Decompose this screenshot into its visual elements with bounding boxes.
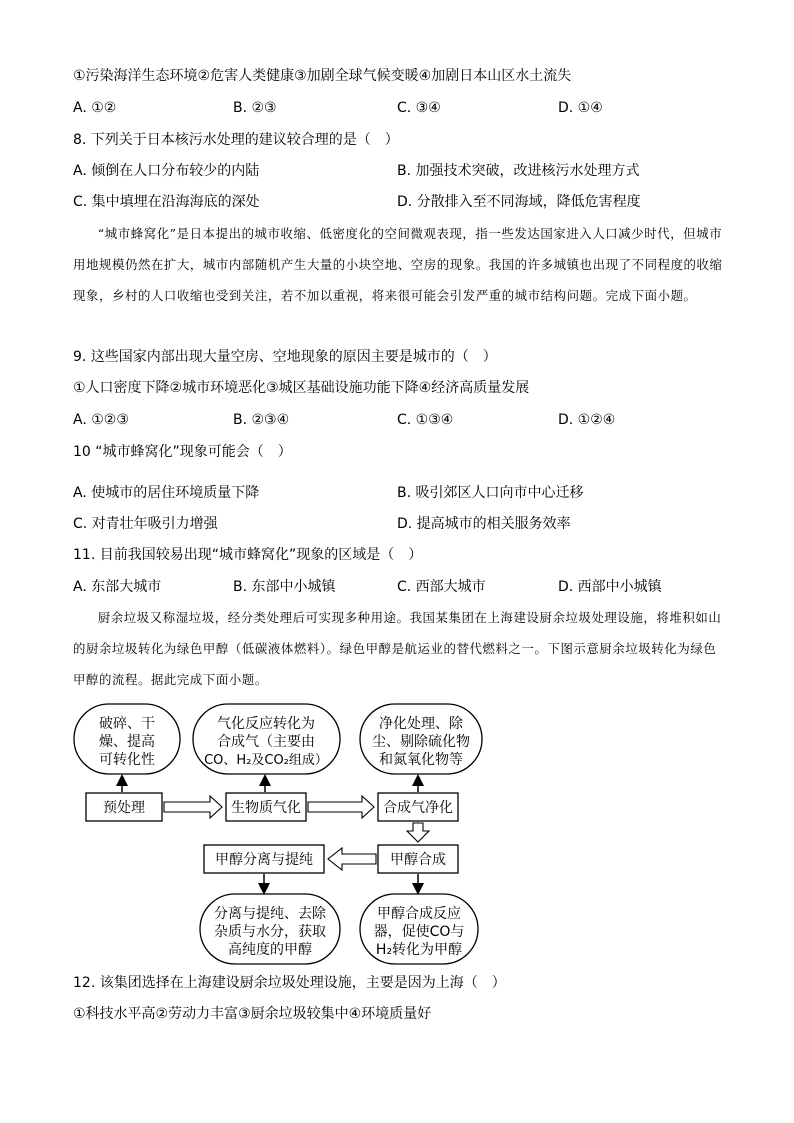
passage-food-waste: 厨余垃圾又称湿垃圾，经分类处理后可实现多种用途。我国某集团在上海建设厨余垃圾处理设施，将堆积如山的厨余垃圾转化为绿色甲醇（低碳液体燃料）。绿色甲醇是航运业的替代燃料之一。下图示意厨余垃圾转化为绿色甲醇的流程。据此完成下面小题。 <box>73 610 722 687</box>
q10-option-c[interactable]: C. 对青壮年吸引力增强 <box>73 516 218 532</box>
q11-option-a[interactable]: A. 东部大城市 <box>73 579 162 595</box>
food-waste-methanol-flow-diagram <box>60 690 530 975</box>
hollow-arrow-down <box>407 823 429 842</box>
q9-option-c[interactable]: C. ①③④ <box>397 412 454 428</box>
svg-text:分离与提纯、去除: 分离与提纯、去除 <box>214 906 326 922</box>
note-synthesis <box>360 894 478 964</box>
q8-option-c[interactable]: C. 集中填埋在沿海海底的深处 <box>73 194 260 210</box>
q8-option-a[interactable]: A. 倾倒在人口分布较少的内陆 <box>73 163 260 179</box>
svg-text:预处理: 预处理 <box>103 800 145 816</box>
note-pretreatment <box>74 704 180 774</box>
hollow-arrow-left <box>328 848 376 870</box>
svg-text:器，促使CO与: 器，促使CO与 <box>373 924 465 940</box>
q9-stem: 9. 这些国家内部出现大量空房、空地现象的原因主要是城市的（ ） <box>73 349 497 365</box>
svg-text:和氮氧化物等: 和氮氧化物等 <box>379 752 463 768</box>
svg-text:生物质气化: 生物质气化 <box>231 800 301 816</box>
q9-option-a[interactable]: A. ①②③ <box>73 412 129 428</box>
box-methanol-synthesis <box>378 845 458 873</box>
q11-option-c[interactable]: C. 西部大城市 <box>397 579 486 595</box>
q7-option-c[interactable]: C. ③④ <box>397 100 441 116</box>
q10-option-d[interactable]: D. 提高城市的相关服务效率 <box>397 516 571 532</box>
box-syngas-purification <box>378 793 458 821</box>
q11-option-b[interactable]: B. 东部中小城镇 <box>233 579 336 595</box>
svg-text:燥、提高: 燥、提高 <box>99 734 155 750</box>
hollow-arrow-1 <box>164 796 222 818</box>
q9-option-d[interactable]: D. ①②④ <box>558 412 616 428</box>
q12-statements: ①科技水平高②劳动力丰富③厨余垃圾较集中④环境质量好 <box>73 1006 432 1022</box>
svg-text:尘、剔除硫化物: 尘、剔除硫化物 <box>372 734 470 750</box>
box-biomass-gasification <box>226 793 306 821</box>
q7-option-b[interactable]: B. ②③ <box>233 100 277 116</box>
svg-text:气化反应转化为: 气化反应转化为 <box>217 716 315 732</box>
svg-text:甲醇分离与提纯: 甲醇分离与提纯 <box>215 852 313 868</box>
svg-text:杂质与水分，获取: 杂质与水分，获取 <box>214 924 326 940</box>
svg-text:合成气净化: 合成气净化 <box>383 800 453 816</box>
box-pretreatment <box>86 793 162 821</box>
svg-text:H₂转化为甲醇: H₂转化为甲醇 <box>375 942 463 958</box>
q11-option-d[interactable]: D. 西部中小城镇 <box>558 579 662 595</box>
q10-stem: 10 “城市蜂窝化”现象可能会（ ） <box>73 444 292 460</box>
q8-option-b[interactable]: B. 加强技术突破，改进核污水处理方式 <box>397 163 640 179</box>
svg-text:甲醇合成: 甲醇合成 <box>390 852 446 868</box>
q7-option-a[interactable]: A. ①② <box>73 100 117 116</box>
q12-stem: 12. 该集团选择在上海建设厨余垃圾处理设施，主要是因为上海（ ） <box>73 975 506 991</box>
q7-statements: ①污染海洋生态环境②危害人类健康③加剧全球气候变暖④加剧日本山区水土流失 <box>73 68 572 84</box>
q9-option-b[interactable]: B. ②③④ <box>233 412 290 428</box>
q10-option-a[interactable]: A. 使城市的居住环境质量下降 <box>73 485 260 501</box>
q9-statements: ①人口密度下降②城市环境恶化③城区基础设施功能下降④经济高质量发展 <box>73 380 530 396</box>
svg-text:CO、H₂及CO₂组成）: CO、H₂及CO₂组成） <box>204 753 328 768</box>
hollow-arrow-2 <box>308 796 374 818</box>
q8-option-d[interactable]: D. 分散排入至不同海域，降低危害程度 <box>397 194 641 210</box>
q7-option-d[interactable]: D. ①④ <box>558 100 603 116</box>
note-purification <box>360 704 482 774</box>
box-methanol-separation <box>204 845 324 873</box>
svg-text:净化处理、除: 净化处理、除 <box>379 716 463 732</box>
q8-stem: 8. 下列关于日本核污水处理的建议较合理的是（ ） <box>73 132 399 148</box>
svg-text:可转化性: 可转化性 <box>99 752 155 768</box>
svg-text:高纯度的甲醇: 高纯度的甲醇 <box>228 942 312 958</box>
note-separation <box>200 894 340 964</box>
svg-text:破碎、干: 破碎、干 <box>99 716 155 732</box>
passage-urban-honeycomb: “城市蜂窝化”是日本提出的城市收缩、低密度化的空间微观表现，指一些发达国家进入人口减少时代，但城市用地规模仍然在扩大，城市内部随机产生大量的小块空地、空房的现象。我国的许多城镇也出现了不同程度的收缩现象，乡村的人口收缩也受到关注，若不加以重视，将来很可能会引发严重的城市结构问题。完成下面小题。 <box>73 226 723 303</box>
svg-text:合成气（主要由: 合成气（主要由 <box>217 734 315 750</box>
q10-option-b[interactable]: B. 吸引郊区人口向市中心迁移 <box>397 485 584 501</box>
q11-stem: 11. 目前我国较易出现“城市蜂窝化”现象的区域是（ ） <box>73 547 423 563</box>
note-gasification <box>193 704 340 774</box>
svg-text:甲醇合成反应: 甲醇合成反应 <box>377 906 461 922</box>
